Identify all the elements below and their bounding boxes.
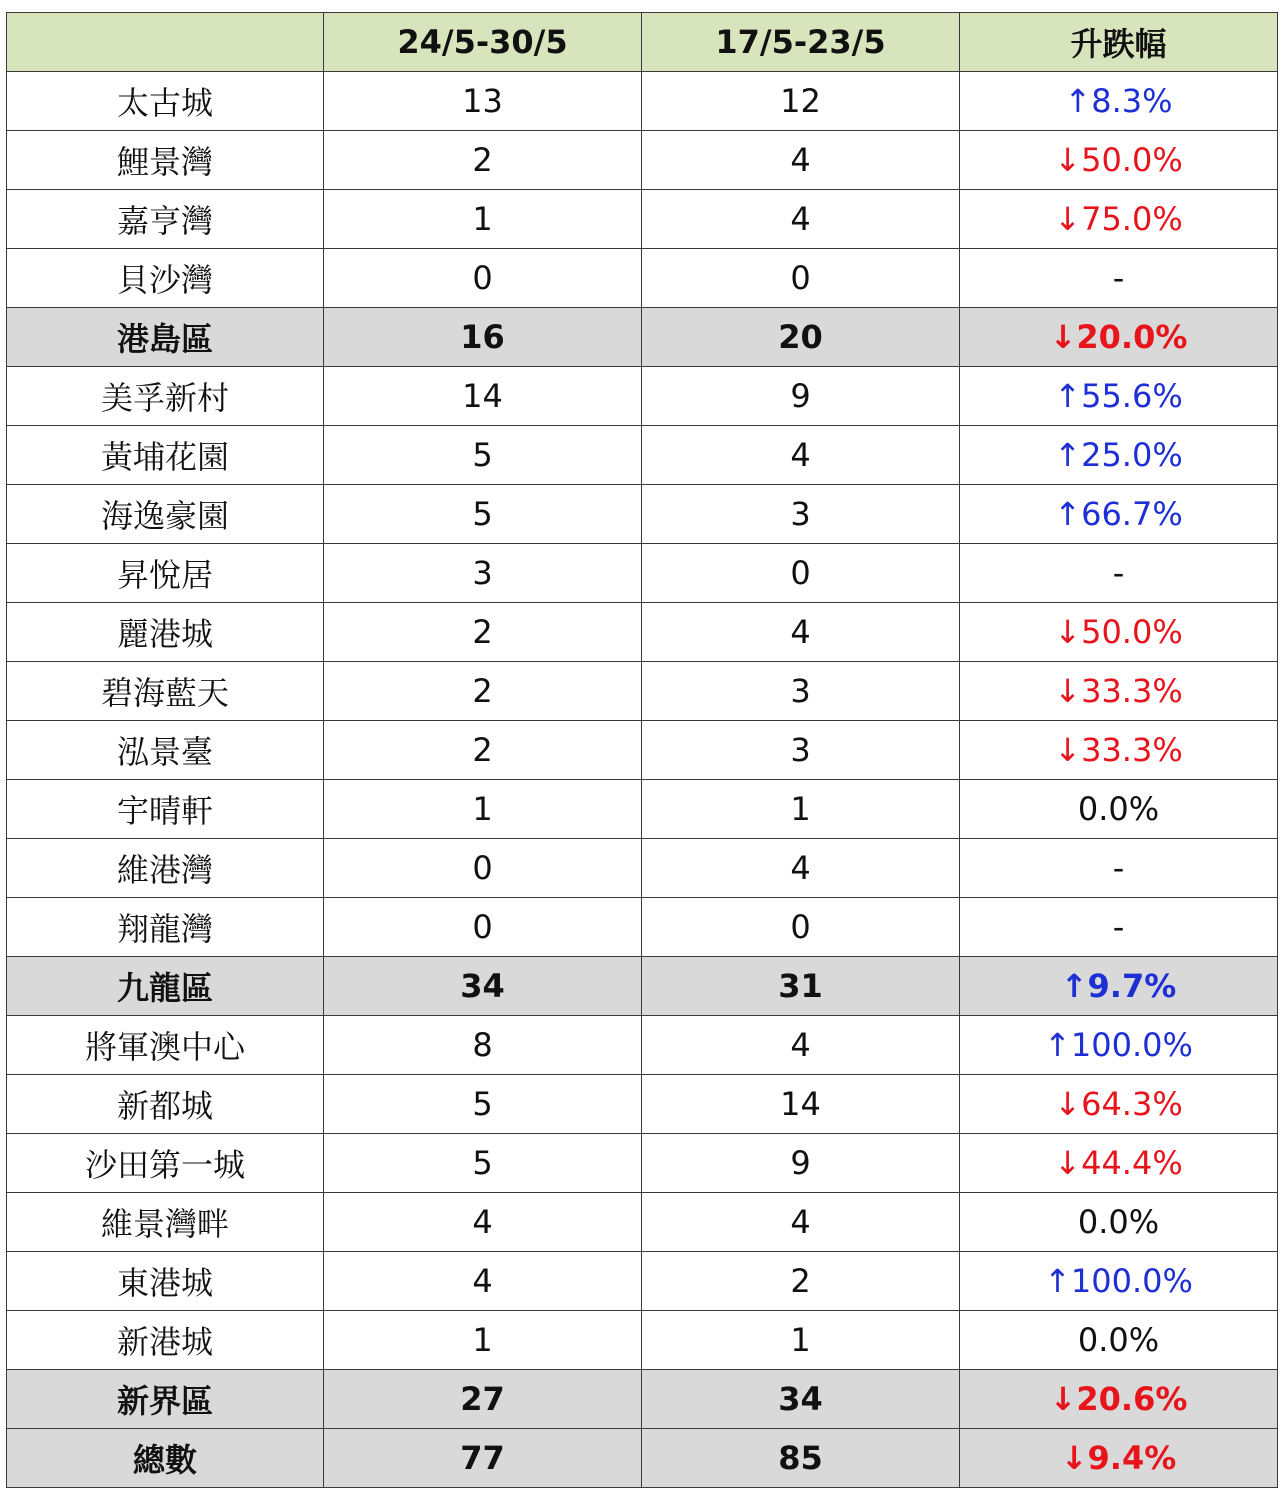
estate-name-cell: 嘉亨灣 <box>7 190 324 249</box>
previous-week-cell: 1 <box>642 1311 960 1370</box>
current-week-cell: 34 <box>324 957 642 1016</box>
current-week-cell: 3 <box>324 544 642 603</box>
current-week-cell: 1 <box>324 780 642 839</box>
estate-name-cell: 新港城 <box>7 1311 324 1370</box>
current-week-cell: 0 <box>324 249 642 308</box>
previous-week-cell: 9 <box>642 367 960 426</box>
previous-week-cell: 2 <box>642 1252 960 1311</box>
table-row <box>7 544 1278 603</box>
table-row <box>7 426 1278 485</box>
previous-week-cell: 4 <box>642 1193 960 1252</box>
change-cell: - <box>960 839 1278 898</box>
previous-week-cell: 3 <box>642 721 960 780</box>
current-week-cell: 77 <box>324 1429 642 1488</box>
change-cell: - <box>960 249 1278 308</box>
table-row <box>7 72 1278 131</box>
table-row <box>7 898 1278 957</box>
change-cell: ↑66.7% <box>960 485 1278 544</box>
current-week-cell: 4 <box>324 1193 642 1252</box>
table-row <box>7 1311 1278 1370</box>
data-table-container <box>6 12 1278 1488</box>
table-row <box>7 1252 1278 1311</box>
current-week-cell: 5 <box>324 426 642 485</box>
estate-name-cell: 新都城 <box>7 1075 324 1134</box>
table-row <box>7 190 1278 249</box>
current-week-cell: 5 <box>324 1075 642 1134</box>
previous-week-cell: 4 <box>642 1016 960 1075</box>
estate-name-cell: 鯉景灣 <box>7 131 324 190</box>
estate-name-cell: 沙田第一城 <box>7 1134 324 1193</box>
header-current-week: 24/5-30/5 <box>324 13 642 72</box>
change-cell: ↓9.4% <box>960 1429 1278 1488</box>
change-cell: - <box>960 898 1278 957</box>
change-cell: ↑55.6% <box>960 367 1278 426</box>
table-row <box>7 603 1278 662</box>
estate-name-cell: 新界區 <box>7 1370 324 1429</box>
estate-name-cell: 貝沙灣 <box>7 249 324 308</box>
table-row <box>7 1134 1278 1193</box>
transactions-table <box>6 12 1278 1488</box>
change-cell: ↑8.3% <box>960 72 1278 131</box>
header-change: 升跌幅 <box>960 13 1278 72</box>
current-week-cell: 5 <box>324 1134 642 1193</box>
previous-week-cell: 31 <box>642 957 960 1016</box>
estate-name-cell: 維港灣 <box>7 839 324 898</box>
current-week-cell: 27 <box>324 1370 642 1429</box>
change-cell: ↓50.0% <box>960 603 1278 662</box>
current-week-cell: 0 <box>324 898 642 957</box>
estate-name-cell: 海逸豪園 <box>7 485 324 544</box>
table-body <box>7 72 1278 1488</box>
header-row <box>7 13 1278 72</box>
change-cell: ↑100.0% <box>960 1252 1278 1311</box>
current-week-cell: 14 <box>324 367 642 426</box>
change-cell: ↓20.6% <box>960 1370 1278 1429</box>
table-row <box>7 249 1278 308</box>
change-cell: ↑100.0% <box>960 1016 1278 1075</box>
change-cell: ↑25.0% <box>960 426 1278 485</box>
table-row <box>7 1016 1278 1075</box>
estate-name-cell: 翔龍灣 <box>7 898 324 957</box>
previous-week-cell: 9 <box>642 1134 960 1193</box>
table-row <box>7 131 1278 190</box>
table-row <box>7 1075 1278 1134</box>
estate-name-cell: 美孚新村 <box>7 367 324 426</box>
estate-name-cell: 碧海藍天 <box>7 662 324 721</box>
previous-week-cell: 1 <box>642 780 960 839</box>
header-previous-week: 17/5-23/5 <box>642 13 960 72</box>
estate-name-cell: 黃埔花園 <box>7 426 324 485</box>
table-row <box>7 1193 1278 1252</box>
previous-week-cell: 0 <box>642 898 960 957</box>
estate-name-cell: 麗港城 <box>7 603 324 662</box>
change-cell: ↓20.0% <box>960 308 1278 367</box>
estate-name-cell: 泓景臺 <box>7 721 324 780</box>
previous-week-cell: 14 <box>642 1075 960 1134</box>
table-row <box>7 367 1278 426</box>
current-week-cell: 0 <box>324 839 642 898</box>
current-week-cell: 16 <box>324 308 642 367</box>
subtotal-row <box>7 1370 1278 1429</box>
current-week-cell: 2 <box>324 131 642 190</box>
change-cell: ↓44.4% <box>960 1134 1278 1193</box>
previous-week-cell: 4 <box>642 839 960 898</box>
current-week-cell: 8 <box>324 1016 642 1075</box>
estate-name-cell: 九龍區 <box>7 957 324 1016</box>
estate-name-cell: 太古城 <box>7 72 324 131</box>
previous-week-cell: 3 <box>642 485 960 544</box>
current-week-cell: 2 <box>324 662 642 721</box>
previous-week-cell: 4 <box>642 131 960 190</box>
previous-week-cell: 85 <box>642 1429 960 1488</box>
change-cell: ↓75.0% <box>960 190 1278 249</box>
change-cell: - <box>960 544 1278 603</box>
header-estate <box>7 13 324 72</box>
current-week-cell: 2 <box>324 603 642 662</box>
estate-name-cell: 維景灣畔 <box>7 1193 324 1252</box>
subtotal-row <box>7 1429 1278 1488</box>
subtotal-row <box>7 957 1278 1016</box>
previous-week-cell: 0 <box>642 249 960 308</box>
change-cell: 0.0% <box>960 780 1278 839</box>
previous-week-cell: 4 <box>642 426 960 485</box>
current-week-cell: 4 <box>324 1252 642 1311</box>
table-row <box>7 721 1278 780</box>
table-row <box>7 485 1278 544</box>
current-week-cell: 1 <box>324 1311 642 1370</box>
estate-name-cell: 將軍澳中心 <box>7 1016 324 1075</box>
estate-name-cell: 港島區 <box>7 308 324 367</box>
previous-week-cell: 4 <box>642 603 960 662</box>
table-row <box>7 780 1278 839</box>
subtotal-row <box>7 308 1278 367</box>
estate-name-cell: 總數 <box>7 1429 324 1488</box>
change-cell: ↓33.3% <box>960 662 1278 721</box>
table-row <box>7 662 1278 721</box>
estate-name-cell: 東港城 <box>7 1252 324 1311</box>
estate-name-cell: 昇悅居 <box>7 544 324 603</box>
current-week-cell: 2 <box>324 721 642 780</box>
current-week-cell: 13 <box>324 72 642 131</box>
previous-week-cell: 4 <box>642 190 960 249</box>
previous-week-cell: 12 <box>642 72 960 131</box>
table-row <box>7 839 1278 898</box>
change-cell: ↓33.3% <box>960 721 1278 780</box>
change-cell: 0.0% <box>960 1311 1278 1370</box>
previous-week-cell: 0 <box>642 544 960 603</box>
change-cell: ↓64.3% <box>960 1075 1278 1134</box>
change-cell: 0.0% <box>960 1193 1278 1252</box>
change-cell: ↓50.0% <box>960 131 1278 190</box>
current-week-cell: 5 <box>324 485 642 544</box>
current-week-cell: 1 <box>324 190 642 249</box>
previous-week-cell: 3 <box>642 662 960 721</box>
change-cell: ↑9.7% <box>960 957 1278 1016</box>
previous-week-cell: 20 <box>642 308 960 367</box>
previous-week-cell: 34 <box>642 1370 960 1429</box>
estate-name-cell: 宇晴軒 <box>7 780 324 839</box>
